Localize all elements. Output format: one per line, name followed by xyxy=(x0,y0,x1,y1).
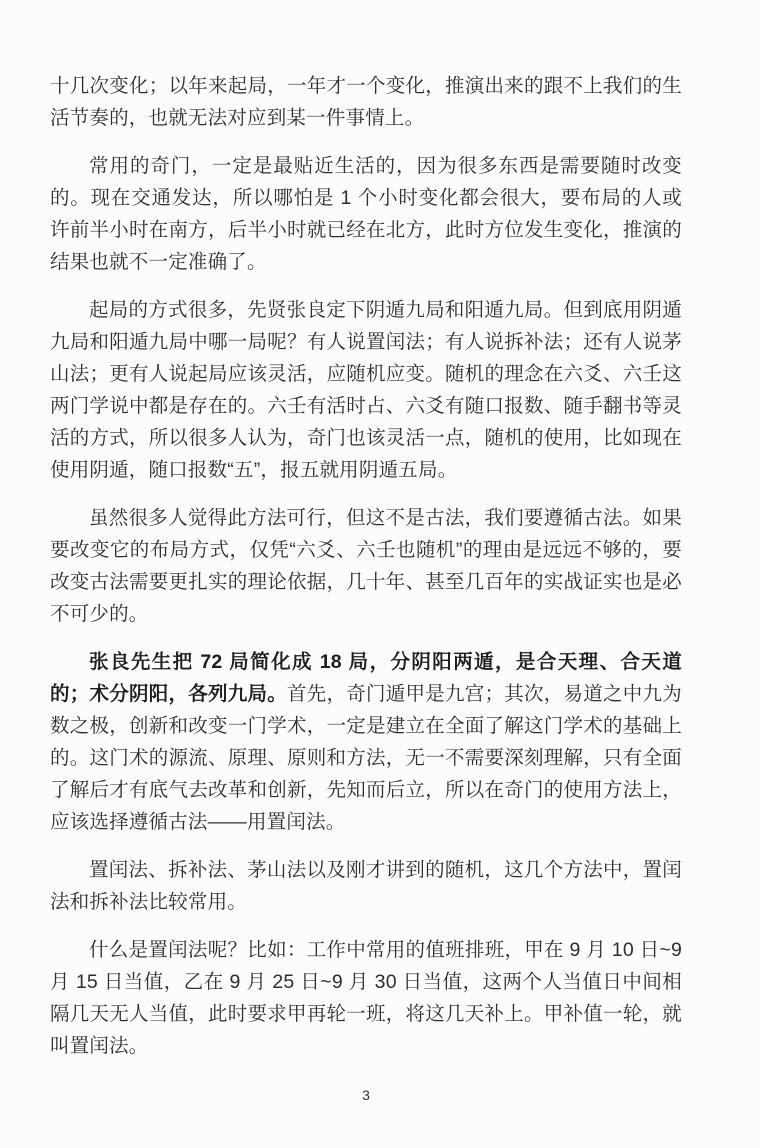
paragraph xyxy=(50,934,682,1062)
paragraph-text-bold: 张良先生把 72 局简化成 18 局，分阴阳两遁，是合天理、合天道的；术分阴阳，各列九局。 xyxy=(50,651,682,705)
paragraph-text: 常用的奇门，一定是最贴近生活的，因为很多东西是需要随时改变的。现在交通发达，所以哪怕是 1 个小时变化都会很大，要布局的人或许前半小时在南方，后半小时就已经在北方，此时方位发生变化，推演的结果也就不一定准确了。 xyxy=(50,155,682,273)
page-footer xyxy=(50,1086,682,1105)
paragraph xyxy=(50,150,682,278)
paragraph xyxy=(50,70,682,134)
page-number: 3 xyxy=(362,1087,370,1103)
paragraph xyxy=(50,294,682,486)
paragraph-text: 什么是置闰法呢？比如：工作中常用的值班排班，甲在 9 月 10 日~9 月 15 日当值，乙在 9 月 25 日~9 月 30 日当值，这两个人当值日中间相隔几天无人当值，此时要求甲再轮一班，将这几天补上。甲补值一轮，就叫置闰法。 xyxy=(50,939,682,1057)
paragraph-text: 十几次变化；以年来起局，一年才一个变化，推演出来的跟不上我们的生活节奏的，也就无法对应到某一件事情上。 xyxy=(50,75,682,129)
paragraph-text: 虽然很多人觉得此方法可行，但这不是古法，我们要遵循古法。如果要改变它的布局方式，仅凭“六爻、六壬也随机”的理由是远远不够的，要改变古法需要更扎实的理论依据，几十年、甚至几百年的实战证实也是必不可少的。 xyxy=(50,507,682,625)
paragraph xyxy=(50,646,682,838)
paragraph-text: 首先，奇门遁甲是九宫；其次，易道之中九为数之极，创新和改变一门学术，一定是建立在全面了解这门学术的基础上的。这门术的源流、原理、原则和方法，无一不需要深刻理解，只有全面了解后才有底气去改革和创新，先知而后立，所以在奇门的使用方法上，应该选择遵循古法——用置闰法。 xyxy=(50,683,682,833)
paragraph xyxy=(50,854,682,918)
paragraph-text: 置闰法、拆补法、茅山法以及刚才讲到的随机，这几个方法中，置闰法和拆补法比较常用。 xyxy=(50,859,682,913)
page-content xyxy=(50,70,682,1078)
paragraph xyxy=(50,502,682,630)
paragraph-text: 起局的方式很多，先贤张良定下阴遁九局和阳遁九局。但到底用阴遁九局和阳遁九局中哪一局呢？有人说置闰法；有人说拆补法；还有人说茅山法；更有人说起局应该灵活，应随机应变。随机的理念在六爻、六壬这两门学说中都是存在的。六壬有活时占、六爻有随口报数、随手翻书等灵活的方式，所以很多人认为，奇门也该灵活一点，随机的使用，比如现在使用阴遁，随口报数“五”，报五就用阴遁五局。 xyxy=(50,299,682,481)
